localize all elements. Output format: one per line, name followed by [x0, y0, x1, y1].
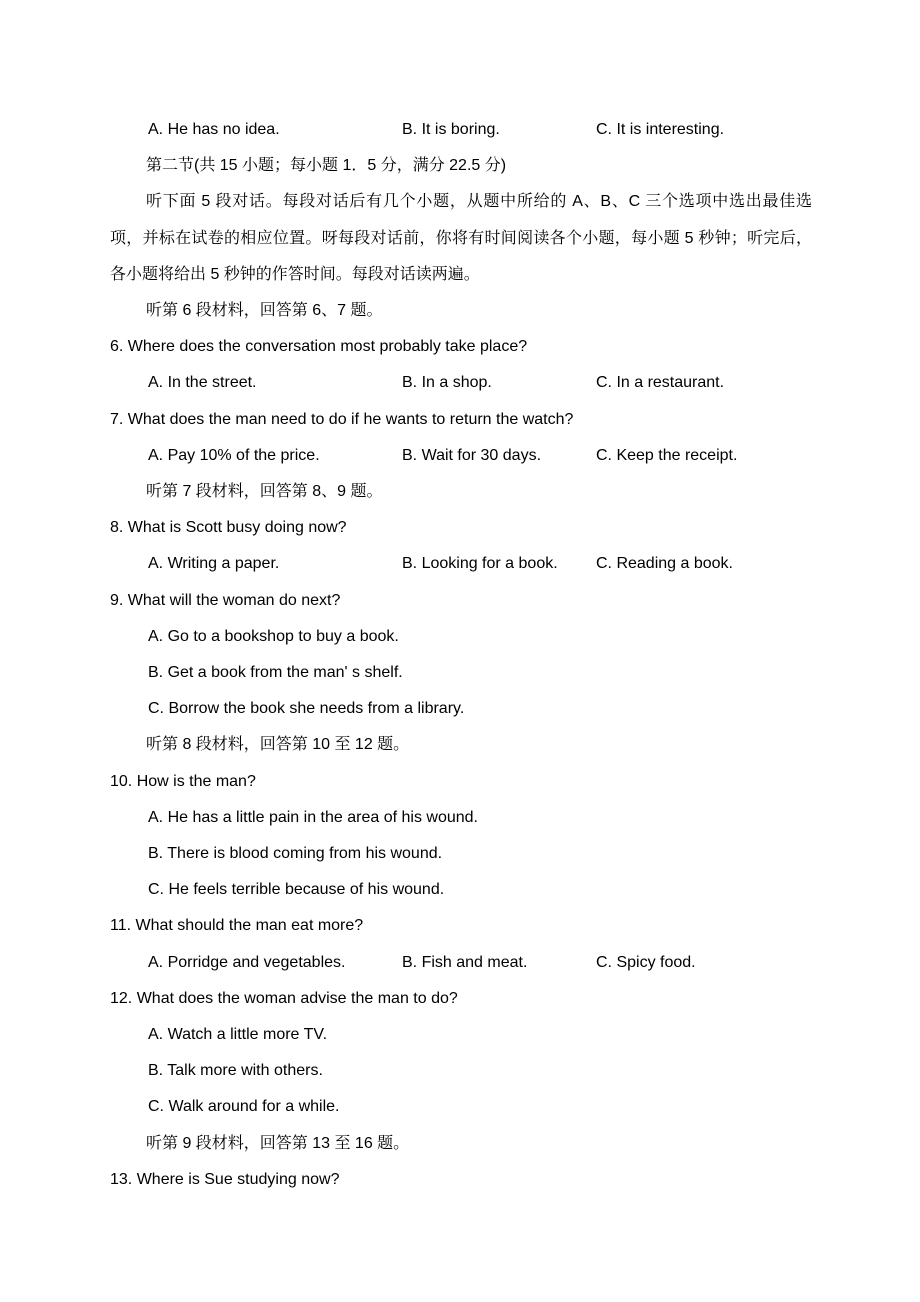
question-7-options — [110, 438, 812, 474]
question-7-options-b: B. Wait for 30 days. — [402, 446, 542, 464]
question-7-options-c: C. Keep the receipt. — [596, 446, 738, 464]
question-8-options — [110, 546, 812, 582]
question-11-options — [110, 945, 812, 981]
question-9-option-a: A. Go to a bookshop to buy a book. — [148, 627, 399, 645]
question-9-option-b: B. Get a book from the man' s shelf. — [148, 664, 403, 682]
question-8-options-c: C. Reading a book. — [596, 555, 733, 573]
question-6-options-b: B. In a shop. — [402, 374, 492, 392]
question-6-options-c: C. In a restaurant. — [596, 374, 725, 392]
question-9-option-c: C. Borrow the book she needs from a library. — [148, 700, 465, 718]
question-11: 11. What should the man eat more? — [110, 917, 364, 935]
material-7-prompt: 听第 7 段材料，回答第 8、9 题。 — [146, 483, 383, 501]
question-8: 8. What is Scott busy doing now? — [110, 519, 347, 537]
section-2-instructions: 听下面 5 段对话。每段对话后有几个小题，从题中所给的 A、B、C 三个选项中选出最佳选项，并标在试卷的相应位置。呀每段对话前，你将有时间阅读各个小题，每小题 5 秒钟；听完后，各小题将给出 5 秒钟的作答时间。每段对话读两遍。 — [110, 193, 812, 283]
question-10-option-b: B. There is blood coming from his wound. — [148, 845, 443, 863]
question-10-option-a: A. He has a little pain in the area of his wound. — [148, 808, 478, 826]
question-11-options-b: B. Fish and meat. — [402, 953, 528, 971]
question-5-options — [110, 112, 812, 148]
question-8-options-a: A. Writing a paper. — [148, 555, 280, 573]
question-12-option-a: A. Watch a little more TV. — [148, 1026, 328, 1044]
question-8-options-b: B. Looking for a book. — [402, 555, 558, 573]
question-7-options-a: A. Pay 10% of the price. — [148, 446, 320, 464]
question-12-option-c: C. Walk around for a while. — [148, 1098, 340, 1116]
question-7: 7. What does the man need to do if he wants to return the watch? — [110, 410, 574, 428]
question-11-options-c: C. Spicy food. — [596, 953, 696, 971]
question-9: 9. What will the woman do next? — [110, 591, 341, 609]
question-5-options-b: B. It is boring. — [402, 121, 500, 138]
material-9-prompt: 听第 9 段材料，回答第 13 至 16 题。 — [146, 1134, 410, 1152]
question-5-options-c: C. It is interesting. — [596, 121, 725, 138]
question-11-options-a: A. Porridge and vegetables. — [148, 953, 346, 971]
question-6: 6. Where does the conversation most probably take place? — [110, 338, 528, 356]
material-8-prompt: 听第 8 段材料，回答第 10 至 12 题。 — [146, 736, 410, 754]
section-2-heading: 第二节(共 15 小题；每小题 1．5 分，满分 22.5 分) — [146, 157, 507, 175]
question-13: 13. Where is Sue studying now? — [110, 1170, 340, 1188]
material-6-prompt: 听第 6 段材料，回答第 6、7 题。 — [146, 302, 383, 320]
question-6-options — [110, 365, 812, 401]
question-10-option-c: C. He feels terrible because of his wound. — [148, 881, 445, 899]
question-10: 10. How is the man? — [110, 772, 256, 790]
question-12-option-b: B. Talk more with others. — [148, 1062, 323, 1080]
question-12: 12. What does the woman advise the man to do? — [110, 989, 458, 1007]
question-5-options-a: A. He has no idea. — [148, 121, 280, 138]
question-6-options-a: A. In the street. — [148, 374, 257, 392]
